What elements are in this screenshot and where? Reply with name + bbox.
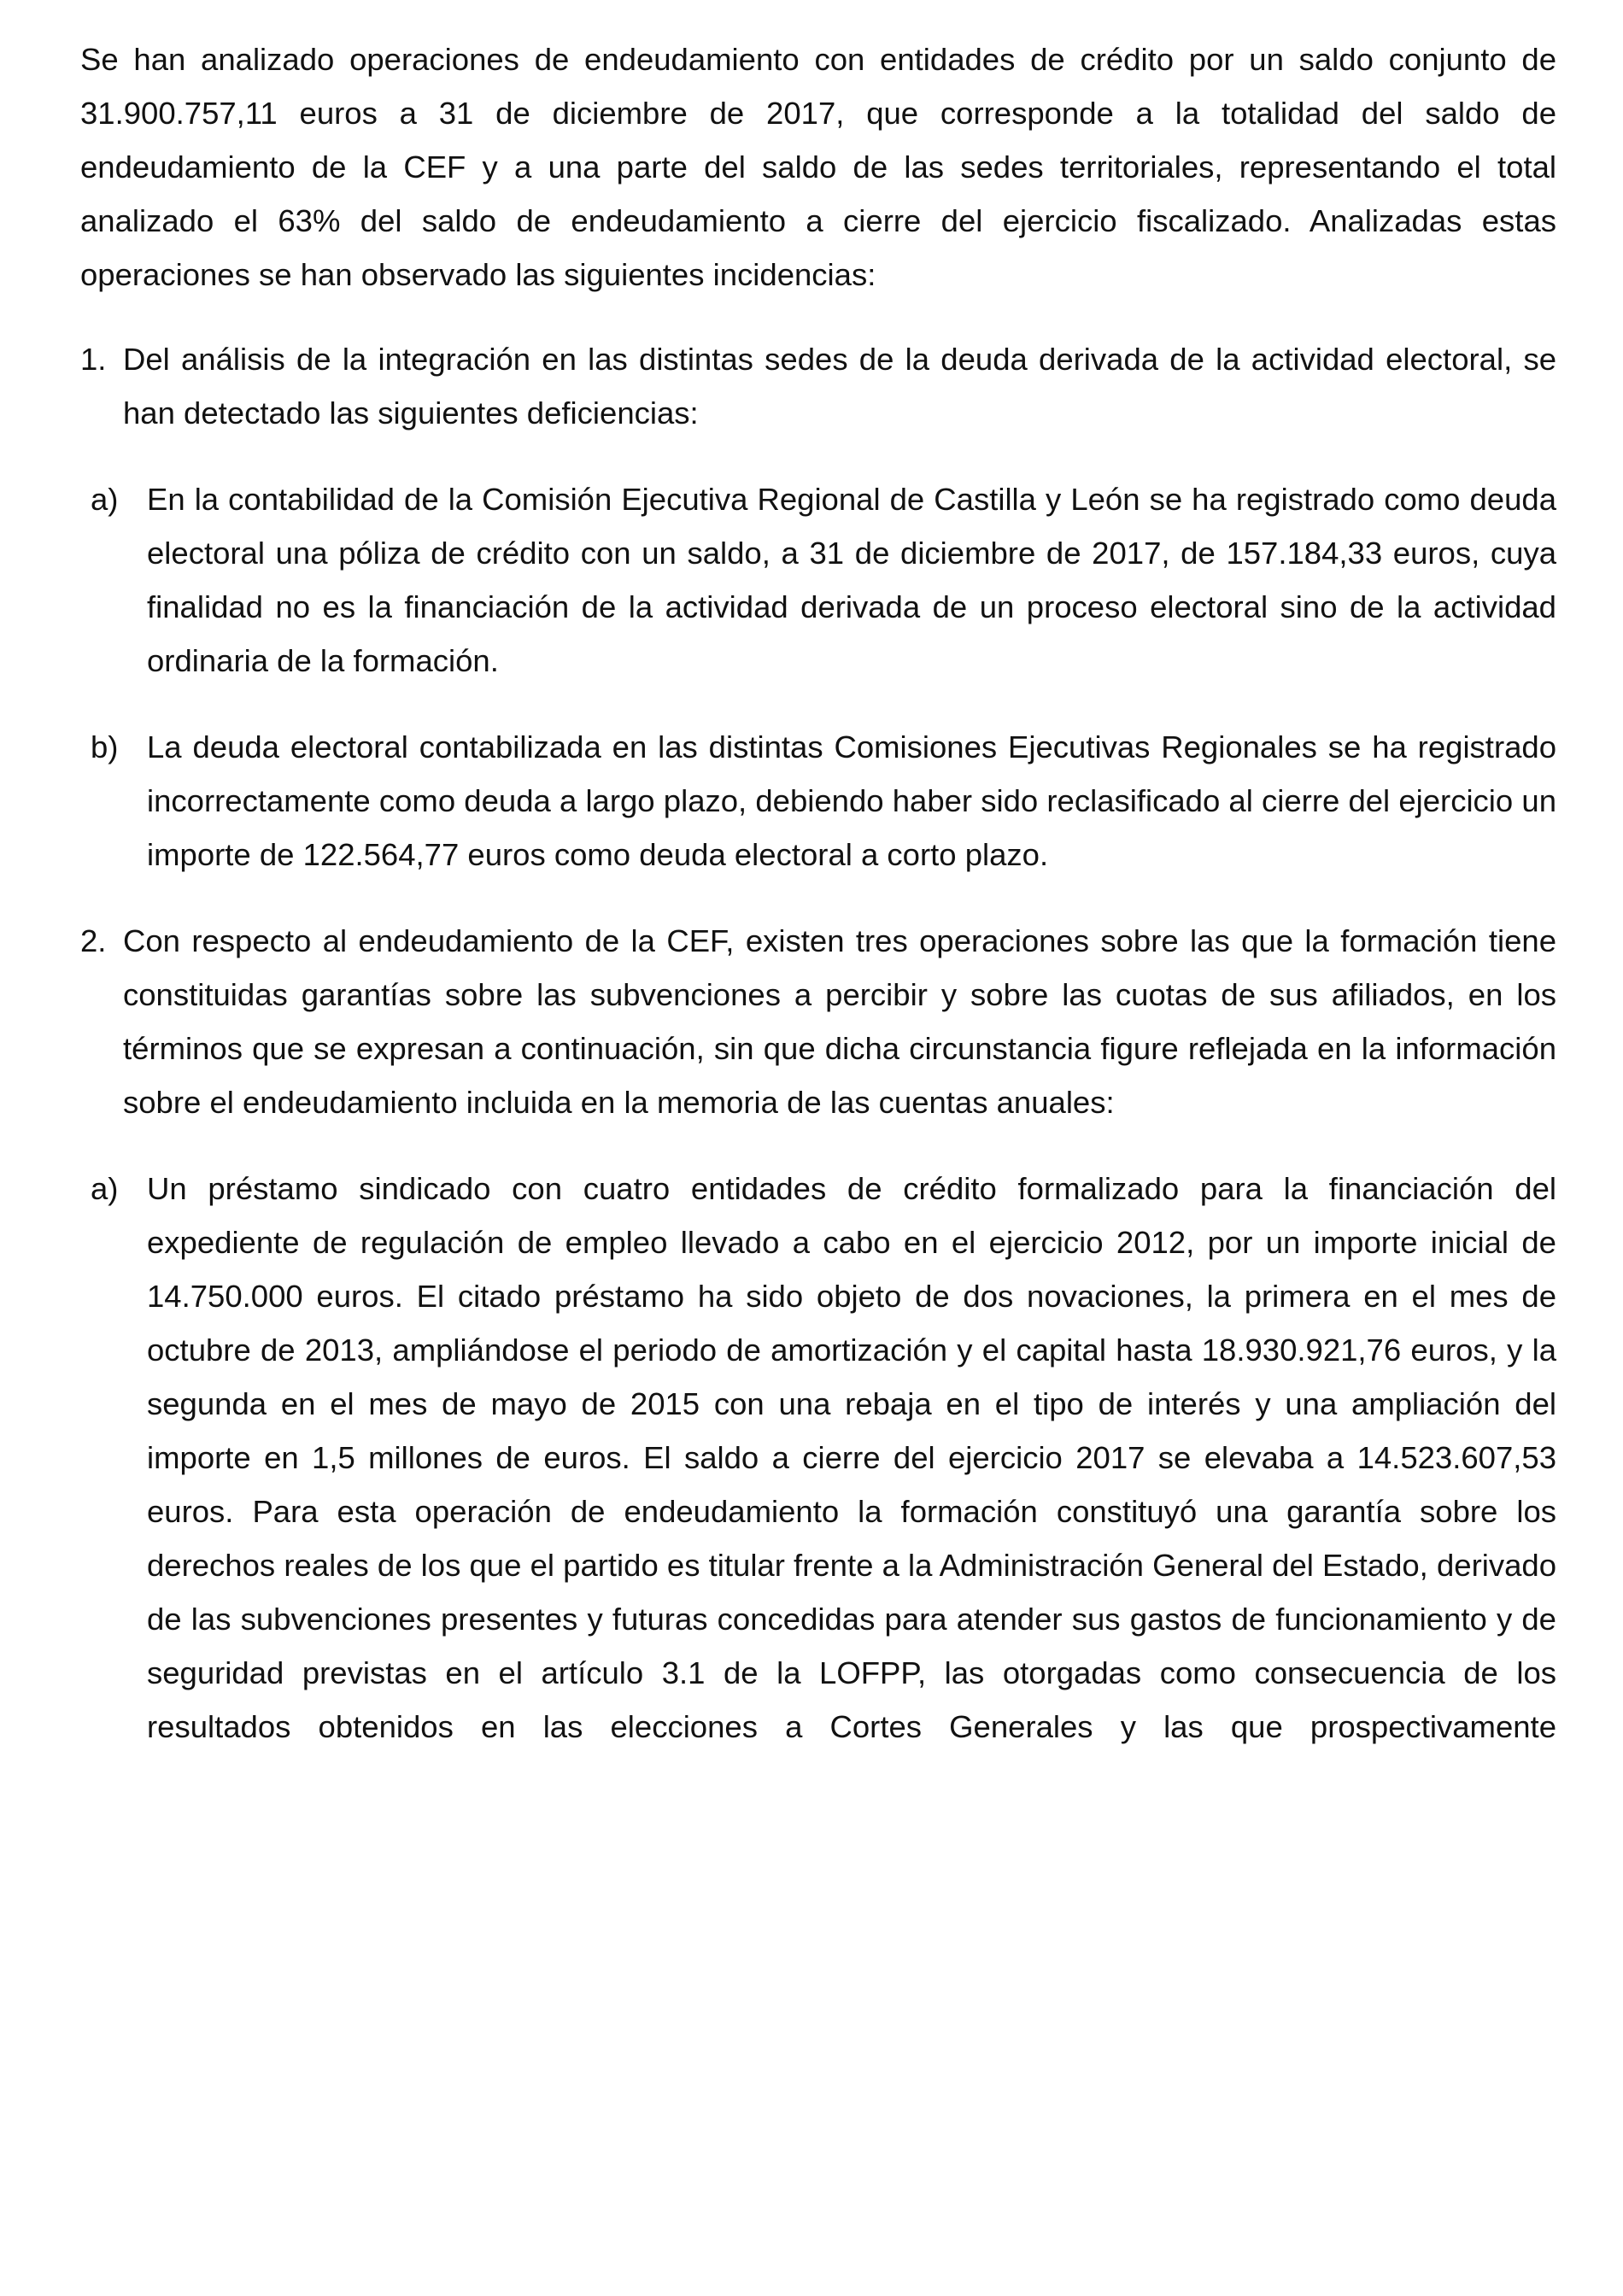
document-body — [80, 32, 1556, 1786]
list-item-1 — [80, 332, 1556, 440]
intro-paragraph: Se han analizado operaciones de endeudamiento con entidades de crédito por un saldo conjunto de 31.900.757,11 euros a 31 de diciembre de 2017, que corresponde a la totalidad del saldo de endeudamiento de la CEF y a una parte del saldo de las sedes territoriales, representando el total analizado el 63% del saldo de endeudamiento a cierre del ejercicio fiscalizado. Analizadas estas operaciones se han observado las siguientes incidencias: — [80, 42, 1556, 292]
sublist-item-text: Un préstamo sindicado con cuatro entidades de crédito formalizado para la financiación del expediente de regulación de empleo llevado a cabo en el ejercicio 2012, por un importe inicial de 14.750.000 euros. El citado préstamo ha sido objeto de dos novaciones, la primera en el mes de octubre de 2013, ampliándose el periodo de amortización y el capital hasta 18.930.921,76 euros, y la segunda en el mes de mayo de 2015 con una rebaja en el tipo de interés y una ampliación del importe en 1,5 millones de euros. El saldo a cierre del ejercicio 2017 se elevaba a 14.523.607,53 euros. Para esta operación de endeudamiento la formación constituyó una garantía sobre los derechos reales de los que el partido es titular frente a la Administración General del Estado, derivado de las subvenciones presentes y futuras concedidas para atender sus gastos de funcionamiento y de seguridad previstas en el artículo 3.1 de la LOFPP, las otorgadas como consecuencia de los resultados obtenidos en las elecciones a Cortes Generales y las que prospectivamente — [147, 1171, 1556, 1744]
sublist-item-1b — [38, 720, 1556, 882]
sublist-2 — [38, 1162, 1556, 1754]
sublist-item-letter: a) — [91, 482, 119, 517]
sublist-1 — [38, 472, 1556, 882]
sublist-item-text: En la contabilidad de la Comisión Ejecutiva Regional de Castilla y León se ha registrado como deuda electoral una póliza de crédito con un saldo, a 31 de diciembre de 2017, de 157.184,33 euros, cuya finalidad no es la financiación de la actividad derivada de un proceso electoral sino de la actividad ordinaria de la formación. — [147, 482, 1556, 678]
list-item-text: Del análisis de la integración en las distintas sedes de la deuda derivada de la actividad electoral, se han detectado las siguientes deficiencias: — [123, 342, 1556, 430]
list-item-number: 1. — [80, 342, 107, 377]
list-item-2 — [80, 914, 1556, 1129]
sublist-item-1a — [38, 472, 1556, 688]
sublist-item-letter: a) — [91, 1171, 119, 1206]
list-item-text: Con respecto al endeudamiento de la CEF, existen tres operaciones sobre las que la formación tiene constituidas garantías sobre las subvenciones a percibir y sobre las cuotas de sus afiliados, en los términos que se expresan a continuación, sin que dicha circunstancia figure reflejada en la información sobre el endeudamiento incluida en la memoria de las cuentas anuales: — [123, 923, 1556, 1120]
list-item-number: 2. — [80, 923, 107, 958]
sublist-item-2a — [38, 1162, 1556, 1754]
sublist-item-letter: b) — [91, 729, 119, 764]
sublist-item-text: La deuda electoral contabilizada en las distintas Comisiones Ejecutivas Regionales se ha registrado incorrectamente como deuda a largo plazo, debiendo haber sido reclasificado al cierre del ejercicio un importe de 122.564,77 euros como deuda electoral a corto plazo. — [147, 729, 1556, 872]
